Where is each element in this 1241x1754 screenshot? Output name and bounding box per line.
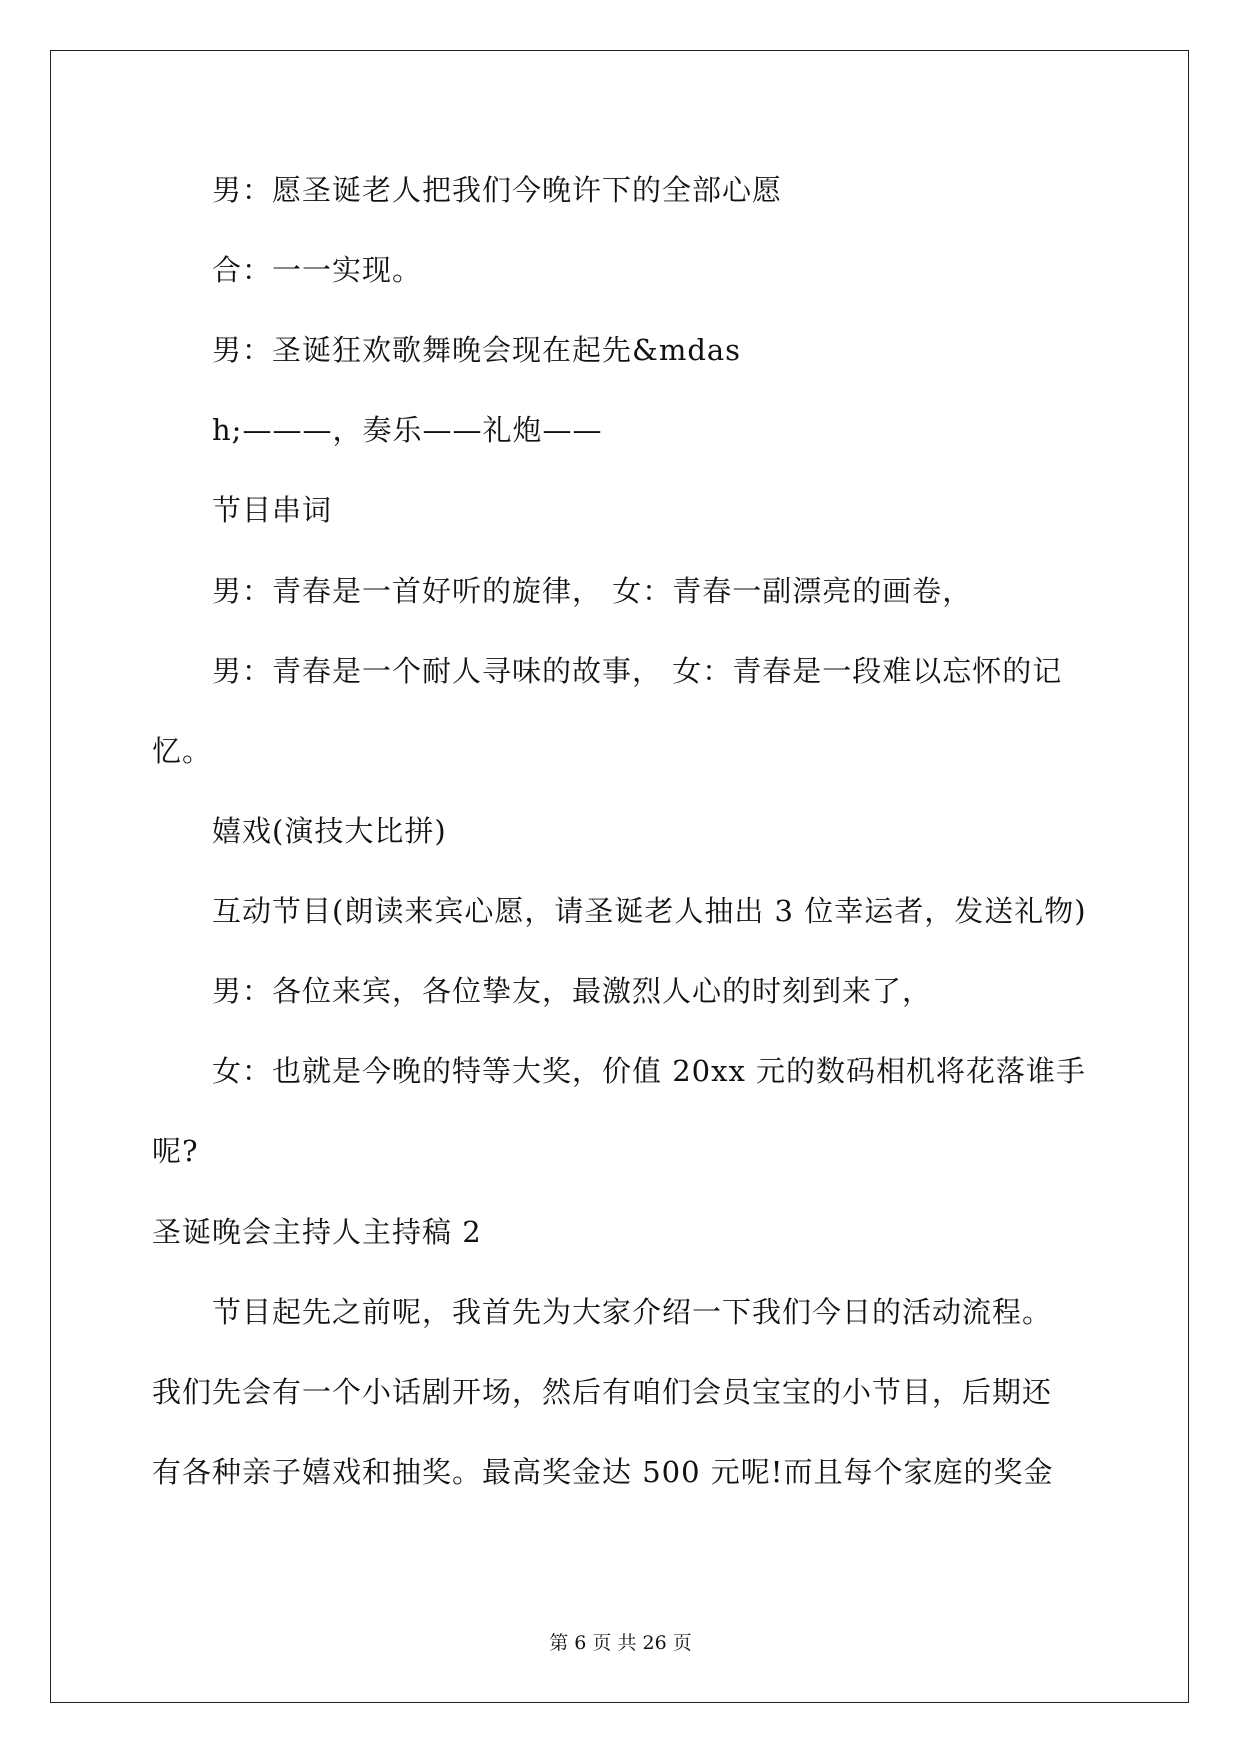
body-line: 男：圣诞狂欢歌舞晚会现在起先&mdas (212, 333, 742, 367)
page-footer: 第 6 页 共 26 页 (549, 1632, 692, 1654)
body-line: 男：愿圣诞老人把我们今晚许下的全部心愿 (212, 173, 783, 207)
body-line: 呢? (152, 1134, 199, 1168)
body-line: 男：各位来宾，各位挚友，最激烈人心的时刻到来了， (212, 974, 933, 1008)
body-line: 忆。 (152, 734, 213, 768)
section-title: 圣诞晚会主持人主持稿 2 (152, 1215, 482, 1249)
body-line: 女：也就是今晚的特等大奖，价值 20xx 元的数码相机将花落谁手 (212, 1054, 1087, 1088)
body-line: 我们先会有一个小话剧开场，然后有咱们会员宝宝的小节目，后期还 (152, 1375, 1053, 1409)
section-heading: 节目串词 (212, 493, 333, 527)
body-line: 男：青春是一个耐人寻味的故事， 女：青春是一段难以忘怀的记 (212, 654, 1063, 688)
body-line: 节目起先之前呢，我首先为大家介绍一下我们今日的活动流程。 (212, 1295, 1053, 1329)
body-line: 合：一一实现。 (212, 253, 423, 287)
body-line: 互动节目(朗读来宾心愿，请圣诞老人抽出 3 位幸运者，发送礼物) (212, 894, 1087, 928)
body-line: 嬉戏(演技大比拼) (212, 814, 447, 848)
body-line: 有各种亲子嬉戏和抽奖。最高奖金达 500 元呢!而且每个家庭的奖金 (152, 1455, 1054, 1489)
body-line: 男：青春是一首好听的旋律， 女：青春一副漂亮的画卷， (212, 574, 973, 608)
body-line: h;———，奏乐——礼炮—— (212, 413, 603, 447)
